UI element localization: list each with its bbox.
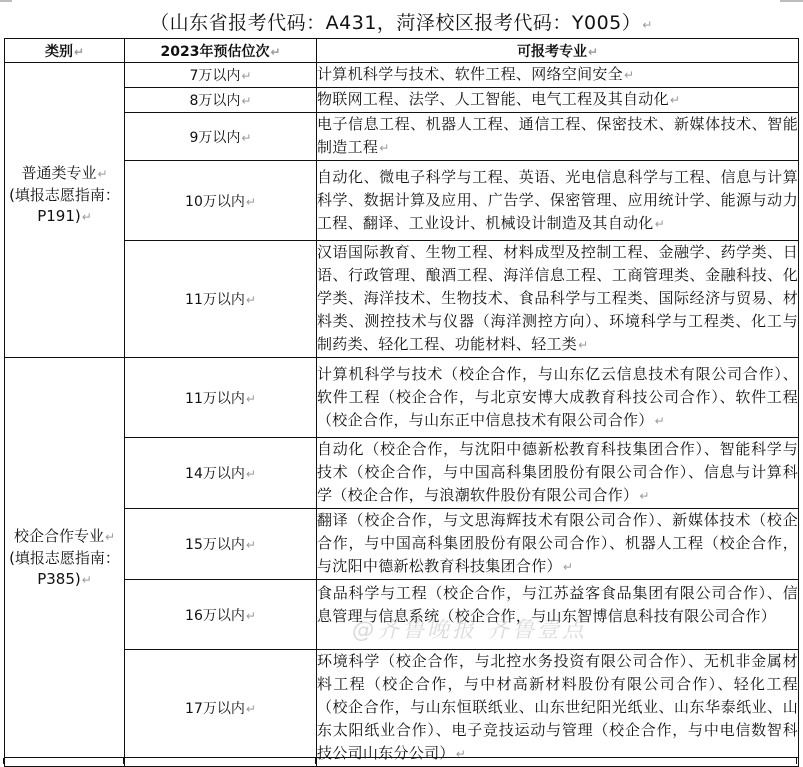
category-guide-ref: (填报志愿指南：P385) bbox=[9, 549, 120, 588]
document-title bbox=[0, 9, 803, 39]
rank-cell: 11万以内↵ bbox=[125, 358, 317, 438]
paragraph-mark-icon: ↵ bbox=[642, 18, 653, 32]
majors-table bbox=[4, 38, 799, 767]
header-category: 类别↵ bbox=[5, 39, 125, 63]
category-label: 校企合作专业 bbox=[13, 527, 104, 545]
category-guide-ref: (填报志愿指南：P191) bbox=[9, 185, 120, 225]
table-row bbox=[5, 63, 799, 88]
rank-cell: 10万以内↵ bbox=[125, 161, 317, 241]
rank-cell: 11万以内↵ bbox=[125, 241, 317, 358]
majors-cell: 自动化、微电子科学与工程、英语、光电信息科学与工程、信息与计算科学、数据计算及应用、广告学、保密管理、应用统计学、能源与动力工程、翻译、工业设计、机械设计制造及其自动化↵ bbox=[317, 161, 799, 241]
table-row bbox=[5, 161, 799, 241]
paragraph-mark-icon: ↵ bbox=[73, 44, 85, 59]
paragraph-mark-icon: ↵ bbox=[270, 44, 281, 59]
table-header-row bbox=[5, 39, 799, 63]
majors-cell: 计算机科学与技术（校企合作，与山东亿云信息技术有限公司合作）、软件工程（校企合作，与北京安博大成教育科技公司合作）、软件工程（校企合作，与山东正中信息技术有限公司合作）↵ bbox=[317, 358, 799, 438]
majors-cell: 汉语国际教育、生物工程、材料成型及控制工程、金融学、药学类、日语、行政管理、酿酒工程、海洋信息工程、工商管理类、金融科技、化学类、海洋技术、生物技术、食品科学与工程类、国际经济与贸易、材料类、测控技术与仪器（海洋测控方向）、环境科学与工程类、化工与制药类、轻化工程、功能材料、轻工类↵ bbox=[317, 241, 799, 358]
paragraph-mark-icon: ↵ bbox=[587, 44, 599, 59]
rank-cell: 14万以内↵ bbox=[125, 438, 317, 509]
rank-cell: 15万以内↵ bbox=[125, 509, 317, 580]
paragraph-mark-icon: ↵ bbox=[97, 166, 108, 181]
paragraph-mark-icon: ↵ bbox=[81, 209, 92, 224]
rank-cell: 16万以内↵ bbox=[125, 580, 317, 650]
table-row bbox=[5, 580, 799, 650]
page-corner-mark-right bbox=[780, 0, 803, 2]
category-cell-general bbox=[5, 63, 125, 358]
majors-cell: 电子信息工程、机器人工程、通信工程、保密技术、新媒体技术、智能制造工程↵ bbox=[317, 113, 799, 161]
paragraph-mark-icon: ↵ bbox=[81, 573, 92, 587]
category-cell-cooperative bbox=[5, 358, 125, 767]
paragraph-mark-icon: ↵ bbox=[104, 530, 116, 544]
majors-cell: 食品科学与工程（校企合作，与江苏益客食品集团有限公司合作）、信息管理与信息系统（校企合作，与山东智博信息科技有限公司合作） bbox=[317, 580, 799, 650]
table-row bbox=[5, 509, 799, 580]
table-row-cutoff bbox=[4, 757, 798, 763]
rank-cell: 8万以内↵ bbox=[125, 88, 317, 113]
header-majors: 可报考专业↵ bbox=[317, 39, 799, 63]
watermark: @齐鲁晚报 齐鲁壹点 bbox=[352, 618, 587, 643]
majors-cell: 翻译（校企合作，与文思海辉技术有限公司合作）、新媒体技术（校企合作，与中国高科集团股份有限公司合作）、机器人工程（校企合作，与沈阳中德新松教育科技集团合作）↵ bbox=[317, 509, 799, 580]
page-corner-mark-left bbox=[0, 0, 12, 2]
table-row bbox=[5, 241, 799, 358]
table-row bbox=[5, 113, 799, 161]
table-row bbox=[5, 88, 799, 113]
table-row bbox=[5, 650, 799, 767]
title-text: （山东省报考代码：A431，菏泽校区报考代码：Y005） bbox=[150, 12, 642, 34]
majors-cell: 计算机科学与技术、软件工程、网络空间安全↵ bbox=[317, 63, 799, 88]
majors-cell: 环境科学（校企合作，与北控水务投资有限公司合作）、无机非金属材料工程（校企合作，与中材高新材料股份有限公司合作）、轻化工程（校企合作，与山东恒联纸业、山东世纪阳光纸业、山东华泰纸业、山东太阳纸业合作）、电子竞技运动与管理（校企合作，与中电信数智科技公司山东分公司）↵ bbox=[317, 650, 799, 767]
rank-cell: 9万以内↵ bbox=[125, 113, 317, 161]
majors-cell: 自动化（校企合作，与沈阳中德新松教育科技集团合作）、智能科学与技术（校企合作，与中国高科集团股份有限公司合作）、信息与计算科学（校企合作，与浪潮软件股份有限公司合作）↵ bbox=[317, 438, 799, 509]
category-label: 普通类专业 bbox=[21, 163, 97, 182]
table-row bbox=[5, 438, 799, 509]
rank-cell: 7万以内↵ bbox=[125, 63, 317, 88]
majors-cell: 物联网工程、法学、人工智能、电气工程及其自动化↵ bbox=[317, 88, 799, 113]
header-rank: 2023年预估位次↵ bbox=[125, 39, 317, 63]
rank-cell: 17万以内↵ bbox=[125, 650, 317, 767]
table-row bbox=[5, 358, 799, 438]
